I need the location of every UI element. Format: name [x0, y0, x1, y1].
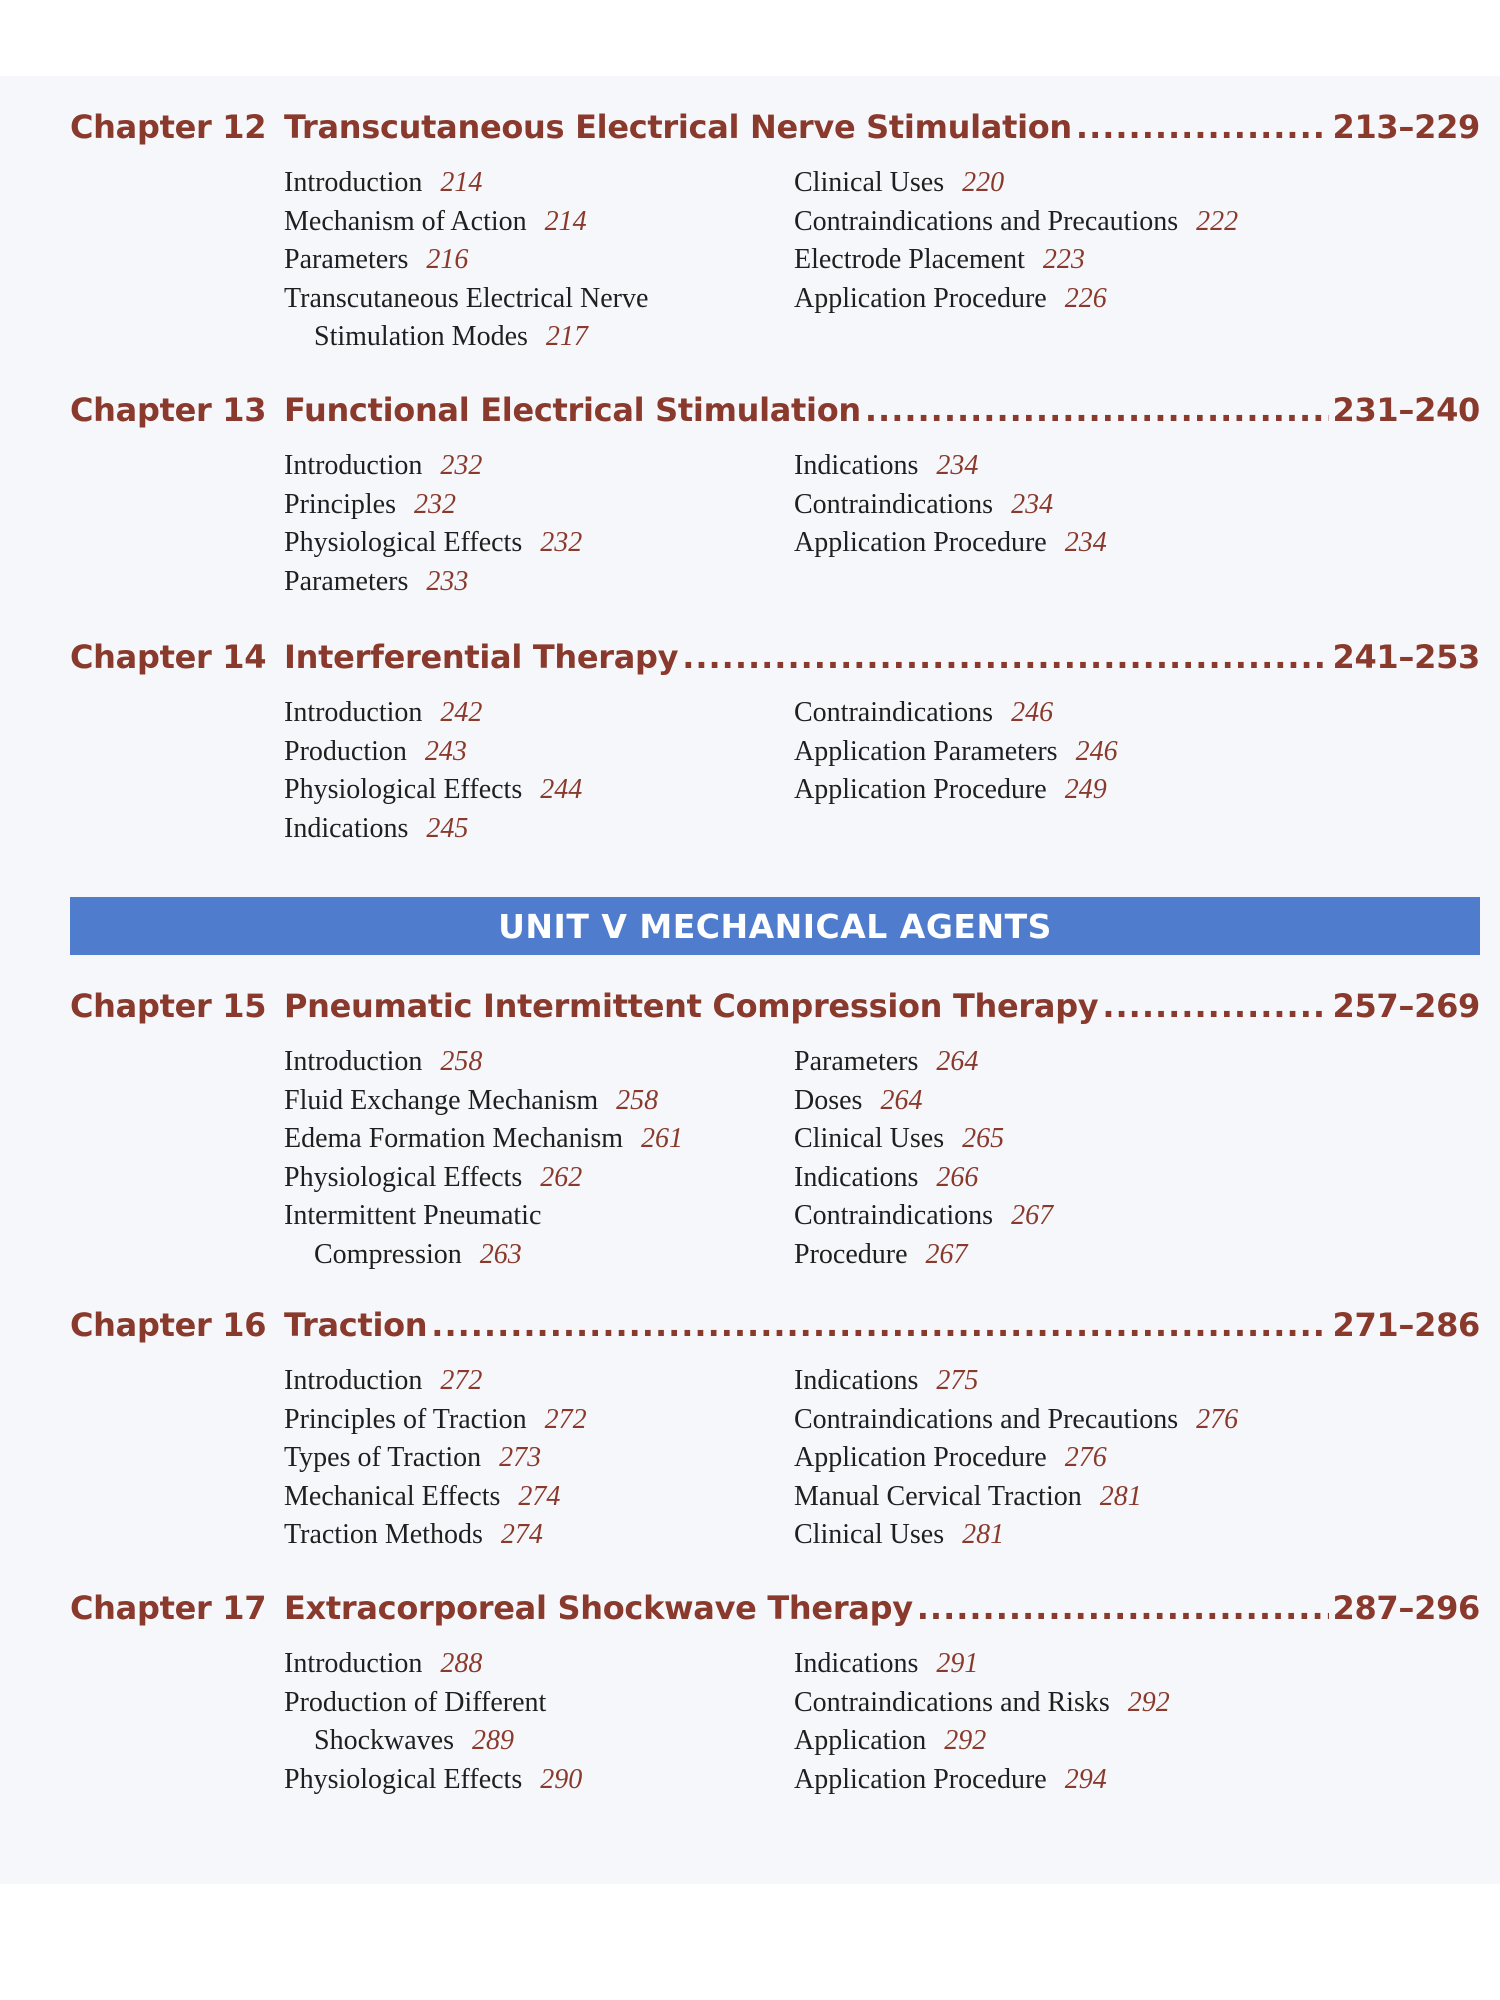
entry-page: 233	[426, 565, 469, 597]
entry-label: Mechanism of Action	[284, 205, 527, 237]
entry-page: 246	[1011, 697, 1054, 728]
toc-entry	[794, 524, 1314, 563]
entry-page: 289	[471, 1725, 514, 1756]
toc-entry	[284, 486, 804, 525]
toc-entry	[284, 447, 804, 486]
entry-label: Introduction	[284, 1046, 423, 1077]
entry-page: 262	[540, 1161, 583, 1193]
toc-entry	[284, 1645, 804, 1684]
entry-label: Introduction	[284, 167, 423, 198]
entry-page: 234	[1011, 488, 1054, 520]
entry-label: Types of Traction	[284, 1442, 482, 1473]
chapter-title-row	[284, 391, 1480, 429]
entry-label: Indications	[794, 1648, 919, 1679]
entry-label: Procedure	[794, 1238, 908, 1270]
entry-label-continued: Shockwaves	[314, 1725, 454, 1756]
entry-label: Parameters	[284, 565, 409, 597]
entry-label: Application Procedure	[794, 282, 1047, 314]
entry-page: 226	[1064, 282, 1107, 314]
chapter-number: Chapter 14	[70, 638, 267, 676]
right-column	[794, 1362, 1314, 1555]
entry-label: Manual Cervical Traction	[794, 1480, 1082, 1512]
entry-page: 258	[616, 1084, 659, 1116]
toc-entry	[284, 164, 804, 203]
toc-entry	[284, 1043, 804, 1082]
toc-entry	[284, 563, 804, 602]
toc-entry	[794, 1722, 1314, 1761]
chapter-page-range: 231–240	[1332, 391, 1480, 429]
left-column	[284, 447, 804, 601]
entry-page: 223	[1042, 244, 1085, 275]
toc-entry	[794, 486, 1314, 525]
entry-label: Application Procedure	[794, 1763, 1047, 1795]
toc-entry	[794, 1159, 1314, 1198]
toc-entry	[794, 694, 1314, 733]
entry-page: 232	[440, 450, 483, 481]
entry-label: Application Parameters	[794, 735, 1058, 767]
right-column	[794, 164, 1314, 318]
toc-entry	[794, 1082, 1314, 1121]
chapter-number: Chapter 12	[70, 108, 267, 146]
entry-label: Contraindications and Precautions	[794, 1403, 1179, 1435]
entry-page: 222	[1196, 205, 1239, 237]
entry-page: 291	[936, 1648, 979, 1679]
entry-label: Physiological Effects	[284, 1161, 523, 1193]
chapter-title-row	[284, 638, 1480, 676]
entry-label: Indications	[794, 450, 919, 481]
toc-entry	[794, 1362, 1314, 1401]
left-column	[284, 1645, 804, 1799]
dot-leader	[1076, 108, 1329, 146]
toc-entry	[794, 1761, 1314, 1800]
toc-entry	[284, 1082, 804, 1121]
entry-label-continued: Stimulation Modes	[314, 321, 528, 352]
entry-page: 281	[1099, 1480, 1142, 1512]
entry-label: Indications	[284, 812, 409, 844]
toc-entry	[794, 1439, 1314, 1478]
chapter-heading	[0, 638, 1500, 684]
entry-page: 272	[440, 1365, 483, 1396]
chapter-heading	[0, 987, 1500, 1033]
chapter-title: Traction	[284, 1306, 428, 1344]
entry-label: Contraindications and Risks	[794, 1686, 1110, 1718]
toc-entry	[794, 1516, 1314, 1555]
toc-entry	[284, 1439, 804, 1478]
chapter-number: Chapter 16	[70, 1306, 267, 1344]
toc-entry	[794, 1197, 1314, 1236]
entry-page: 214	[440, 167, 483, 198]
entry-page: 273	[499, 1442, 542, 1473]
chapter-number: Chapter 13	[70, 391, 267, 429]
entry-label: Edema Formation Mechanism	[284, 1123, 624, 1154]
chapter-number: Chapter 15	[70, 987, 267, 1025]
right-column	[794, 1645, 1314, 1799]
dot-leader	[431, 1306, 1328, 1344]
entry-page: 288	[440, 1648, 483, 1679]
toc-entry	[284, 733, 804, 772]
entry-label: Production	[284, 735, 407, 767]
entry-page: 244	[540, 774, 583, 805]
entry-label: Principles of Traction	[284, 1403, 527, 1435]
toc-entry	[284, 524, 804, 563]
toc-entry	[284, 1362, 804, 1401]
entry-label: Physiological Effects	[284, 774, 523, 805]
entry-label: Physiological Effects	[284, 1763, 523, 1795]
entry-page: 217	[545, 321, 588, 352]
chapter-page-range: 257–269	[1332, 987, 1480, 1025]
entry-page: 276	[1064, 1442, 1107, 1473]
entry-page: 264	[880, 1084, 923, 1116]
entry-label: Electrode Placement	[794, 244, 1025, 275]
entry-label: Introduction	[284, 450, 423, 481]
toc-entry	[284, 241, 804, 280]
left-column	[284, 164, 804, 357]
chapter-title-row	[284, 1306, 1480, 1344]
entry-label: Traction Methods	[284, 1519, 483, 1550]
toc-entry	[284, 1684, 804, 1761]
chapter-title: Transcutaneous Electrical Nerve Stimulation	[284, 108, 1072, 146]
entry-label: Parameters	[794, 1046, 919, 1077]
entry-label: Clinical Uses	[794, 1123, 945, 1154]
entry-page: 267	[1011, 1200, 1054, 1231]
toc-entry	[794, 1401, 1314, 1440]
chapter-heading	[0, 108, 1500, 154]
entry-page: 243	[424, 735, 467, 767]
entry-page: 232	[414, 488, 456, 520]
chapter-heading	[0, 391, 1500, 437]
entry-label: Doses	[794, 1084, 863, 1116]
entry-label: Introduction	[284, 1648, 423, 1679]
entry-page: 220	[962, 167, 1005, 198]
entry-page: 275	[936, 1365, 979, 1396]
entry-label: Transcutaneous Electrical Nerve	[284, 282, 649, 314]
entry-page: 292	[1127, 1686, 1170, 1718]
entry-label: Parameters	[284, 244, 409, 275]
entry-page: 274	[518, 1480, 561, 1512]
toc-entry	[794, 447, 1314, 486]
chapter-page-range: 271–286	[1332, 1306, 1480, 1344]
chapter-title-row	[284, 987, 1480, 1025]
toc-entry	[284, 1401, 804, 1440]
entry-label-continued: Compression	[314, 1238, 462, 1270]
entry-page: 245	[426, 812, 469, 844]
chapter-title-row	[284, 1589, 1480, 1627]
entry-page: 246	[1075, 735, 1118, 767]
chapter-title: Functional Electrical Stimulation	[284, 391, 861, 429]
toc-entry	[284, 1120, 804, 1159]
entry-page: 258	[440, 1046, 483, 1077]
entry-label: Application	[794, 1725, 927, 1756]
entry-page: 216	[426, 244, 469, 275]
entry-label: Application Procedure	[794, 1442, 1047, 1473]
left-column	[284, 694, 804, 848]
entry-page: 249	[1064, 774, 1107, 805]
toc-entry	[794, 1645, 1314, 1684]
toc-entry	[284, 1761, 804, 1800]
entry-page: 294	[1064, 1763, 1107, 1795]
entry-page: 261	[641, 1123, 684, 1154]
entry-label: Contraindications	[794, 697, 994, 728]
right-column	[794, 447, 1314, 563]
chapter-heading	[0, 1306, 1500, 1352]
entry-page: 264	[936, 1046, 979, 1077]
entry-label: Mechanical Effects	[284, 1480, 501, 1512]
toc-entry	[284, 203, 804, 242]
toc-entry	[284, 771, 804, 810]
entry-label: Introduction	[284, 1365, 423, 1396]
toc-entry	[794, 1684, 1314, 1723]
toc-entry	[284, 1197, 804, 1274]
chapter-page-range: 241–253	[1332, 638, 1480, 676]
chapter-title-row	[284, 108, 1480, 146]
toc-entry	[794, 1478, 1314, 1517]
entry-label: Contraindications	[794, 488, 994, 520]
dot-leader	[682, 638, 1328, 676]
entry-page: 292	[944, 1725, 987, 1756]
entry-page: 234	[1064, 527, 1107, 558]
toc-entry	[794, 1236, 1314, 1275]
entry-page: 281	[962, 1519, 1005, 1550]
toc-entry	[794, 280, 1314, 319]
left-column	[284, 1043, 804, 1274]
entry-page: 234	[936, 450, 979, 481]
entry-label: Clinical Uses	[794, 167, 945, 198]
toc-entry	[284, 280, 804, 357]
chapter-title: Pneumatic Intermittent Compression Therapy	[284, 987, 1099, 1025]
chapter-page-range: 213–229	[1332, 108, 1480, 146]
right-column	[794, 1043, 1314, 1274]
toc-entry	[284, 810, 804, 849]
toc-entry	[794, 733, 1314, 772]
unit-banner: UNIT V MECHANICAL AGENTS	[70, 897, 1480, 955]
toc-entry	[284, 1159, 804, 1198]
chapter-title: Interferential Therapy	[284, 638, 679, 676]
entry-label: Indications	[794, 1365, 919, 1396]
toc-entry	[284, 1516, 804, 1555]
entry-page: 274	[500, 1519, 543, 1550]
dot-leader	[865, 391, 1329, 429]
toc-entry	[794, 164, 1314, 203]
entry-label: Indications	[794, 1161, 919, 1193]
dot-leader	[917, 1589, 1329, 1627]
right-column	[794, 694, 1314, 810]
toc-entry	[284, 1478, 804, 1517]
entry-label: Contraindications	[794, 1200, 994, 1231]
toc-entry	[794, 1043, 1314, 1082]
chapter-number: Chapter 17	[70, 1589, 267, 1627]
entry-page: 267	[925, 1238, 968, 1270]
chapter-title: Extracorporeal Shockwave Therapy	[284, 1589, 913, 1627]
entry-label: Intermittent Pneumatic	[284, 1200, 542, 1231]
entry-label: Fluid Exchange Mechanism	[284, 1084, 599, 1116]
toc-entry	[794, 1120, 1314, 1159]
dot-leader	[1102, 987, 1328, 1025]
entry-page: 242	[440, 697, 483, 728]
entry-label: Production of Different	[284, 1686, 547, 1718]
entry-page: 265	[962, 1123, 1005, 1154]
entry-page: 272	[544, 1403, 587, 1435]
toc-entry	[284, 694, 804, 733]
entry-page: 263	[479, 1238, 522, 1270]
toc-entry	[794, 241, 1314, 280]
entry-label: Introduction	[284, 697, 423, 728]
entry-label: Application Procedure	[794, 774, 1047, 805]
entry-label: Application Procedure	[794, 527, 1047, 558]
entry-label: Contraindications and Precautions	[794, 205, 1179, 237]
entry-label: Clinical Uses	[794, 1519, 945, 1550]
chapter-heading	[0, 1589, 1500, 1635]
entry-page: 266	[936, 1161, 979, 1193]
entry-label: Principles	[284, 488, 396, 520]
entry-page: 214	[544, 205, 587, 237]
toc-entry	[794, 203, 1314, 242]
entry-label: Physiological Effects	[284, 527, 523, 558]
entry-page: 290	[540, 1763, 583, 1795]
chapter-page-range: 287–296	[1332, 1589, 1480, 1627]
left-column	[284, 1362, 804, 1555]
entry-page: 276	[1196, 1403, 1239, 1435]
toc-entry	[794, 771, 1314, 810]
entry-page: 232	[540, 527, 583, 558]
